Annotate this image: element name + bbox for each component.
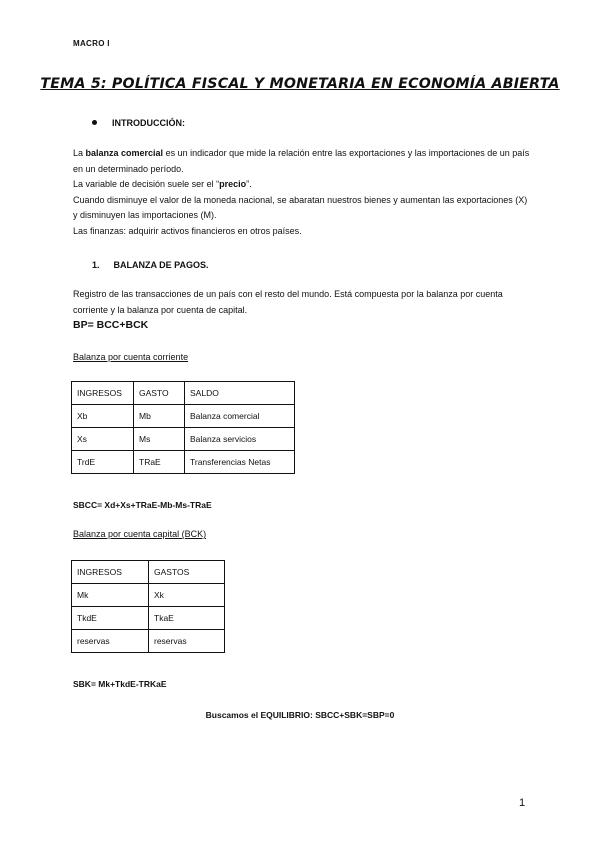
table-row [72, 405, 295, 428]
intro-line-3: Cuando disminuye el valor de la moneda nacional, se abaratan nuestros bienes y aumentan las exportaciones (X) y disminuyen las importaciones (M). [73, 194, 528, 220]
table-row [72, 451, 295, 474]
intro-p1-pre: La [73, 148, 86, 158]
cuenta-corriente-title: Balanza por cuenta corriente [73, 352, 189, 362]
intro-p1-post: es un indicador que mide la relación entre las exportaciones y las importaciones de un país en un determinado período. [73, 148, 530, 174]
intro-line-2 [73, 177, 533, 193]
table-cell: Xb [72, 405, 134, 428]
intro-p1-bold: balanza comercial [85, 148, 164, 158]
table-cell: TkaE [149, 607, 225, 630]
cuenta-corriente-table [71, 381, 295, 474]
header-cell: SALDO [185, 382, 295, 405]
intro-p2-bold: precio [219, 179, 247, 189]
intro-heading [92, 118, 185, 128]
intro-line-1 [73, 146, 533, 177]
header-cell: INGRESOS [72, 561, 149, 584]
table-row [72, 428, 295, 451]
cuenta-capital-title: Balanza por cuenta capital (BCK) [73, 529, 207, 539]
intro-p2-post: ”. [246, 179, 252, 189]
table-row [72, 630, 225, 653]
table-cell: reservas [72, 630, 149, 653]
table-cell: TRaE [134, 451, 185, 474]
intro-line-4: Las finanzas: adquirir activos financieros en otros países. [73, 225, 302, 236]
bp-formula: BP= BCC+BCK [73, 319, 149, 331]
sbcc-formula: SBCC= Xd+Xs+TRaE-Mb-Ms-TRaE [73, 500, 212, 510]
table-cell: Mb [134, 405, 185, 428]
intro-p2-pre: La variable de decisión suele ser el “ [73, 179, 220, 189]
table-cell: Ms [134, 428, 185, 451]
table-row [72, 607, 225, 630]
bullet-icon [92, 120, 97, 125]
table-cell: reservas [149, 630, 225, 653]
table-row [72, 584, 225, 607]
table-header-row [72, 382, 295, 405]
intro-paragraph [73, 146, 533, 239]
table-cell: Transferencias Netas [185, 451, 295, 474]
section-heading-text: BALANZA DE PAGOS. [113, 260, 209, 270]
table-cell: TrdE [72, 451, 134, 474]
header-cell: GASTOS [149, 561, 225, 584]
table-header-row [72, 561, 225, 584]
table-cell: Mk [72, 584, 149, 607]
table-cell: Xk [149, 584, 225, 607]
sbk-formula: SBK= Mk+TkdE-TRKaE [73, 679, 167, 689]
header-cell: GASTO [134, 382, 185, 405]
section-heading-balanza-pagos [92, 260, 209, 270]
equilibrium-statement: Buscamos el EQUILIBRIO: SBCC+SBK=SBP=0 [205, 710, 395, 720]
table-cell: Xs [72, 428, 134, 451]
page-header: MACRO I [73, 39, 110, 48]
header-cell: INGRESOS [72, 382, 134, 405]
table-cell: TkdE [72, 607, 149, 630]
table-cell: Balanza servicios [185, 428, 295, 451]
page-number: 1 [519, 797, 526, 809]
intro-heading-text: INTRODUCCIÓN: [112, 118, 185, 128]
document-title: TEMA 5: POLÍTICA FISCAL Y MONETARIA EN ECONOMÍA ABIERTA [40, 76, 560, 92]
balanza-pagos-description: Registro de las transacciones de un país con el resto del mundo. Está compuesta por la balanza por cuenta corriente y la balanza por cuenta de capital. [73, 289, 503, 315]
cuenta-capital-table [71, 560, 225, 653]
section-number: 1. [92, 260, 100, 270]
table-cell: Balanza comercial [185, 405, 295, 428]
